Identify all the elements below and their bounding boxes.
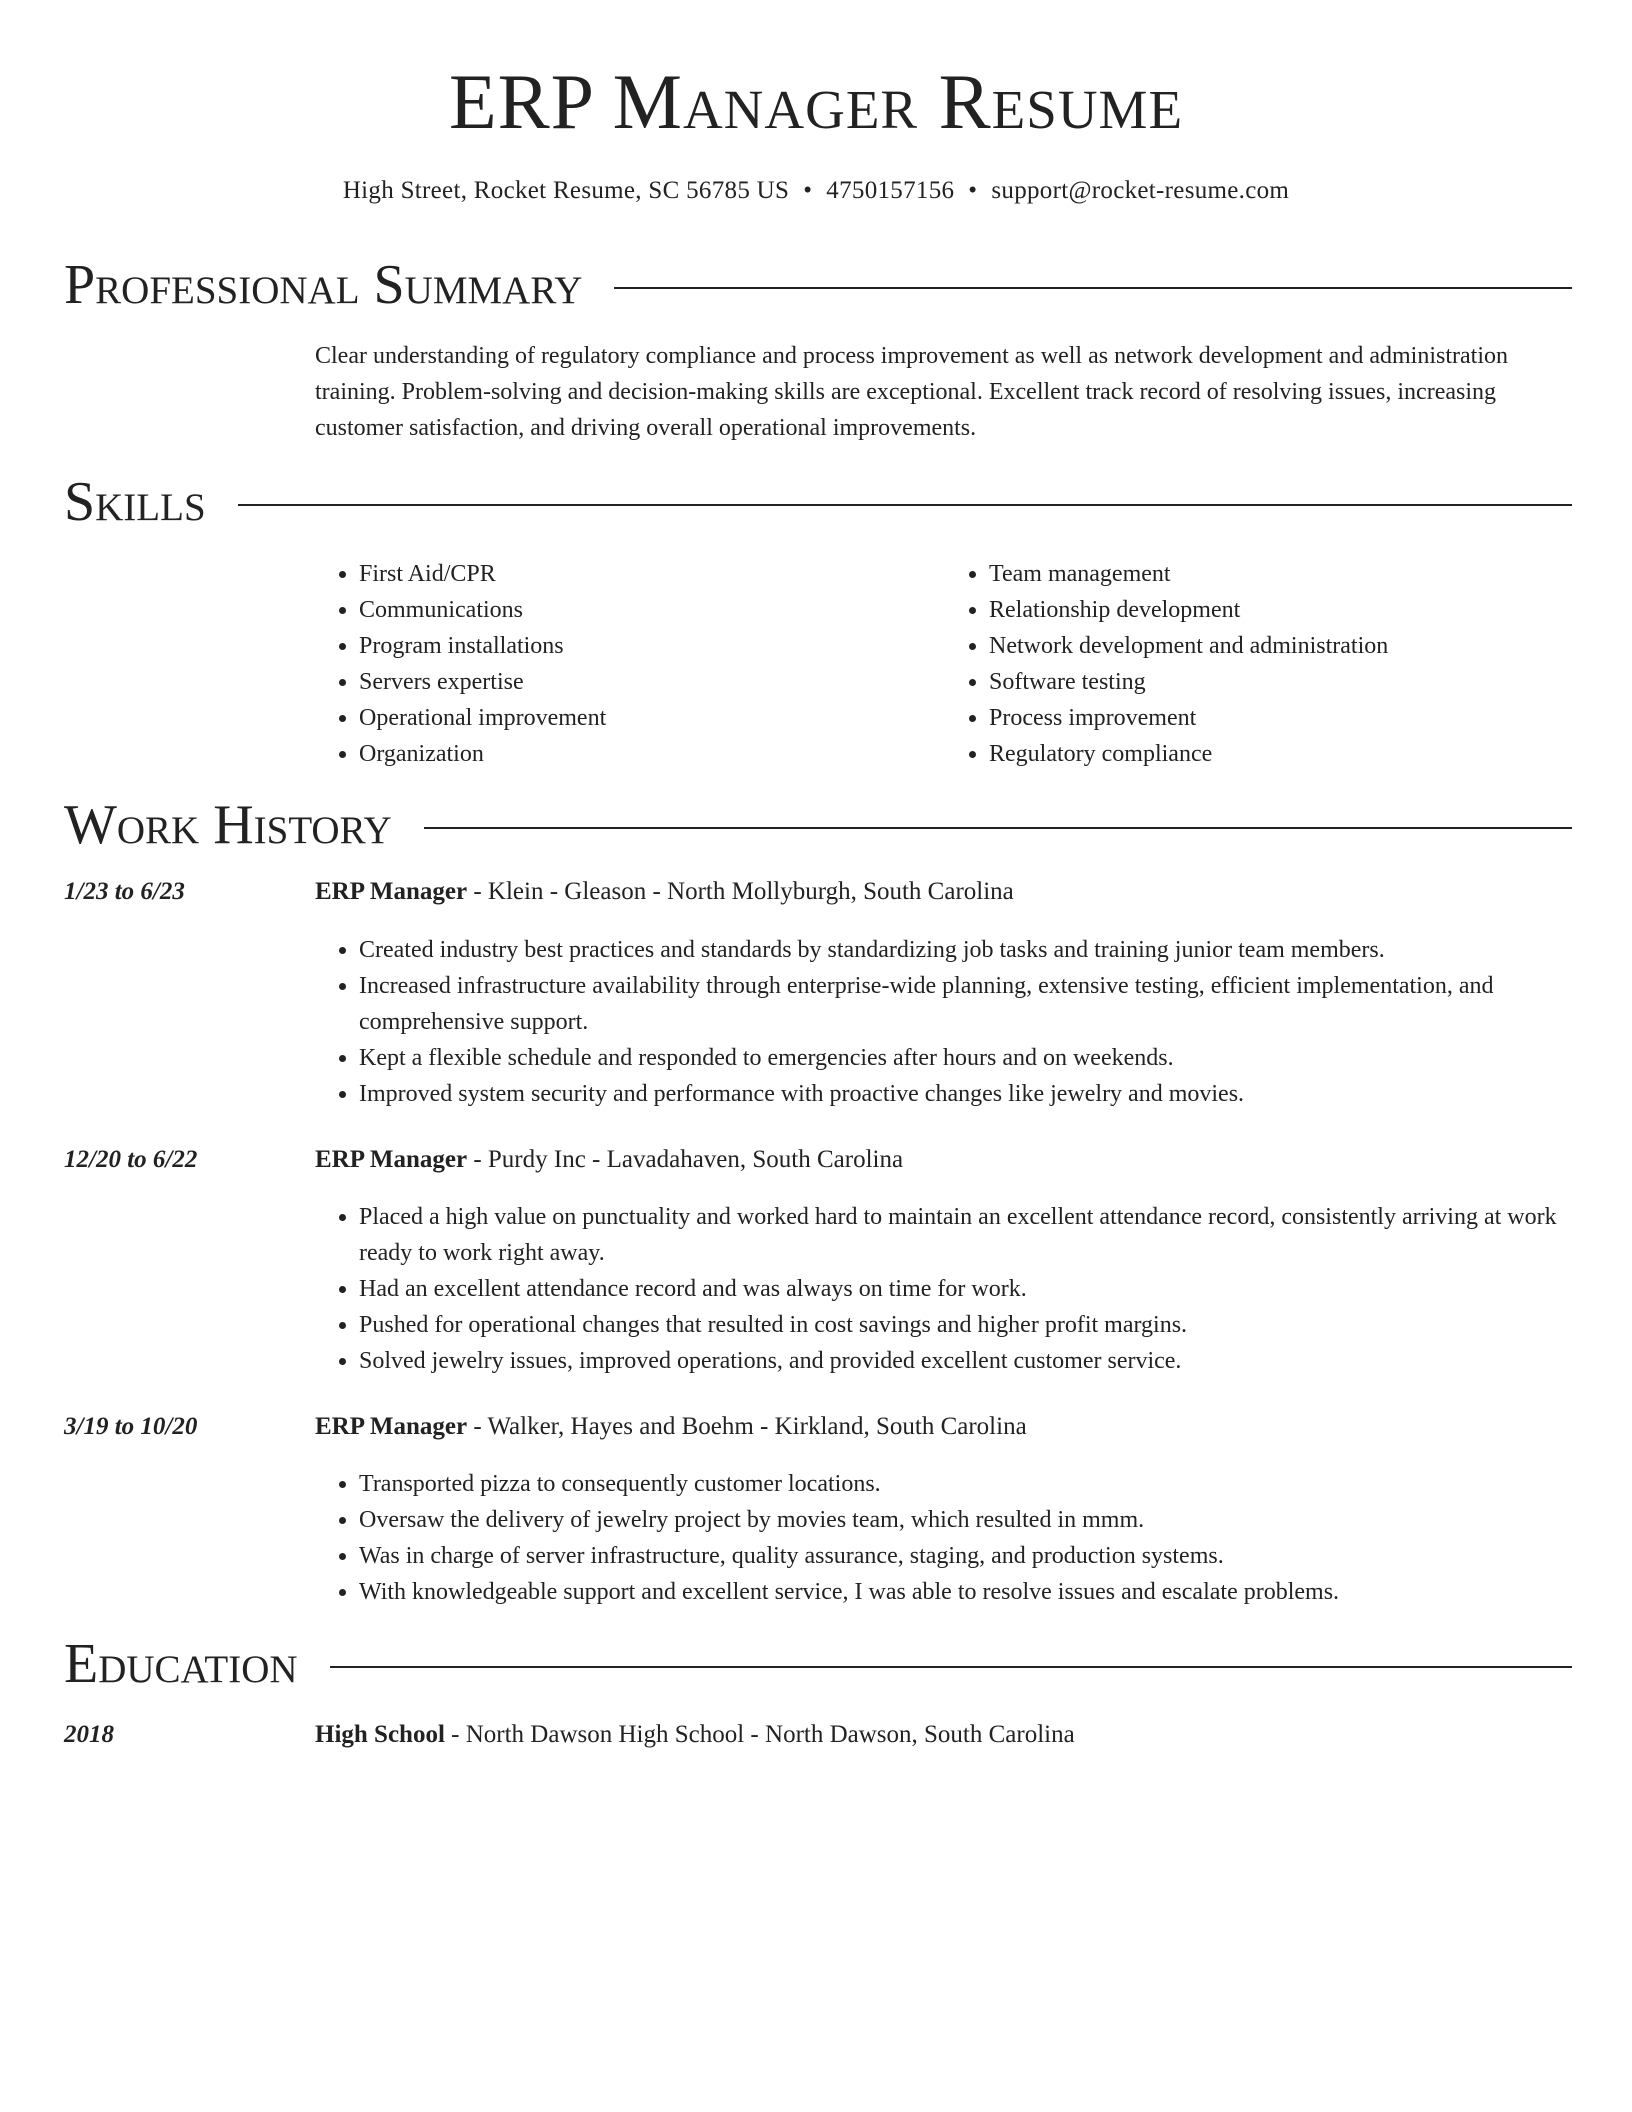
section-header-education — [64, 1631, 1572, 1697]
work-bullet: • Had an excellent attendance record and was always on time for work. — [359, 1271, 1577, 1307]
work-title: ERP Manager — [315, 1146, 468, 1173]
section-header-work — [64, 792, 1572, 858]
work-bullets — [315, 1199, 1577, 1379]
work-title: ERP Manager — [315, 878, 468, 905]
section-title-work: Work History — [64, 794, 392, 856]
skill-item: • First Aid/CPR — [359, 556, 945, 592]
work-bullet: • Was in charge of server infrastructure, quality assurance, staging, and production systems. — [359, 1538, 1577, 1574]
section-title-education: Education — [64, 1633, 298, 1695]
section-header-summary — [64, 252, 1572, 318]
work-heading — [315, 875, 1014, 909]
education-details: - North Dawson High School - North Dawson, South Carolina — [444, 1721, 1075, 1748]
education-heading — [315, 1718, 1075, 1752]
section-title-skills: Skills — [64, 471, 206, 533]
work-details: - Walker, Hayes and Boehm - Kirkland, South Carolina — [467, 1413, 1027, 1440]
contact-address: High Street, Rocket Resume, SC 56785 US — [342, 177, 790, 204]
skill-item: • Organization — [359, 736, 945, 772]
work-bullets — [315, 932, 1577, 1112]
work-bullet: • Kept a flexible schedule and responded to emergencies after hours and on weekends. — [359, 1040, 1577, 1076]
skill-item: • Regulatory compliance — [989, 736, 1575, 772]
skill-item: • Relationship development — [989, 592, 1575, 628]
skill-item: • Team management — [989, 556, 1575, 592]
resume-title: ERP Manager Resume — [448, 58, 1184, 145]
skill-item: • Operational improvement — [359, 700, 945, 736]
work-bullet: • Created industry best practices and standards by standardizing job tasks and training junior team members. — [359, 932, 1577, 968]
section-header-skills — [64, 469, 1572, 535]
contact-line — [0, 174, 1632, 208]
work-bullet: • Increased infrastructure availability through enterprise-wide planning, extensive testing, efficient implementation, and comprehensive support. — [359, 968, 1577, 1040]
work-bullet: • Oversaw the delivery of jewelry project by movies team, which resulted in mmm. — [359, 1502, 1577, 1538]
work-dates: 1/23 to 6/23 — [64, 878, 185, 905]
skills-list — [315, 556, 1575, 772]
summary-text: Clear understanding of regulatory compliance and process improvement as well as network development and administration training. Problem-solving and decision-making skills are exceptional. Excellent track record of resolving issues, increasing customer satisfaction, and driving overall operational improvements. — [315, 343, 1508, 441]
work-heading — [315, 1143, 903, 1177]
work-bullet: • Improved system security and performance with proactive changes like jewelry and movies. — [359, 1076, 1577, 1112]
work-title: ERP Manager — [315, 1413, 468, 1440]
work-bullet: • Pushed for operational changes that resulted in cost savings and higher profit margins. — [359, 1307, 1577, 1343]
work-bullet: • With knowledgeable support and excellent service, I was able to resolve issues and escalate problems. — [359, 1574, 1577, 1610]
work-details: - Klein - Gleason - North Mollyburgh, South Carolina — [467, 878, 1014, 905]
section-title-summary: Professional Summary — [64, 254, 583, 316]
skills-column-left — [315, 556, 945, 772]
skill-item: • Network development and administration — [989, 628, 1575, 664]
contact-phone: 4750157156 — [826, 177, 955, 204]
education-year: 2018 — [64, 1721, 114, 1748]
contact-separator: • — [968, 177, 978, 204]
contact-email: support@rocket-resume.com — [991, 177, 1290, 204]
work-bullets — [315, 1466, 1577, 1610]
work-heading — [315, 1410, 1027, 1444]
skill-item: • Program installations — [359, 628, 945, 664]
education-degree: High School — [315, 1721, 445, 1748]
work-dates: 3/19 to 10/20 — [64, 1413, 198, 1440]
skill-item: • Communications — [359, 592, 945, 628]
contact-separator: • — [803, 177, 813, 204]
section-divider — [424, 827, 1572, 829]
section-divider — [330, 1666, 1572, 1668]
work-dates: 12/20 to 6/22 — [64, 1146, 198, 1173]
skill-item: • Process improvement — [989, 700, 1575, 736]
work-bullet: • Placed a high value on punctuality and worked hard to maintain an excellent attendance record, consistently arriving at work ready to work right away. — [359, 1199, 1577, 1271]
work-details: - Purdy Inc - Lavadahaven, South Carolina — [467, 1146, 904, 1173]
skills-column-right — [945, 556, 1575, 772]
section-divider — [614, 287, 1572, 289]
work-bullet: • Solved jewelry issues, improved operations, and provided excellent customer service. — [359, 1343, 1577, 1379]
skill-item: • Servers expertise — [359, 664, 945, 700]
work-bullet: • Transported pizza to consequently customer locations. — [359, 1466, 1577, 1502]
section-divider — [238, 504, 1572, 506]
skill-item: • Software testing — [989, 664, 1575, 700]
